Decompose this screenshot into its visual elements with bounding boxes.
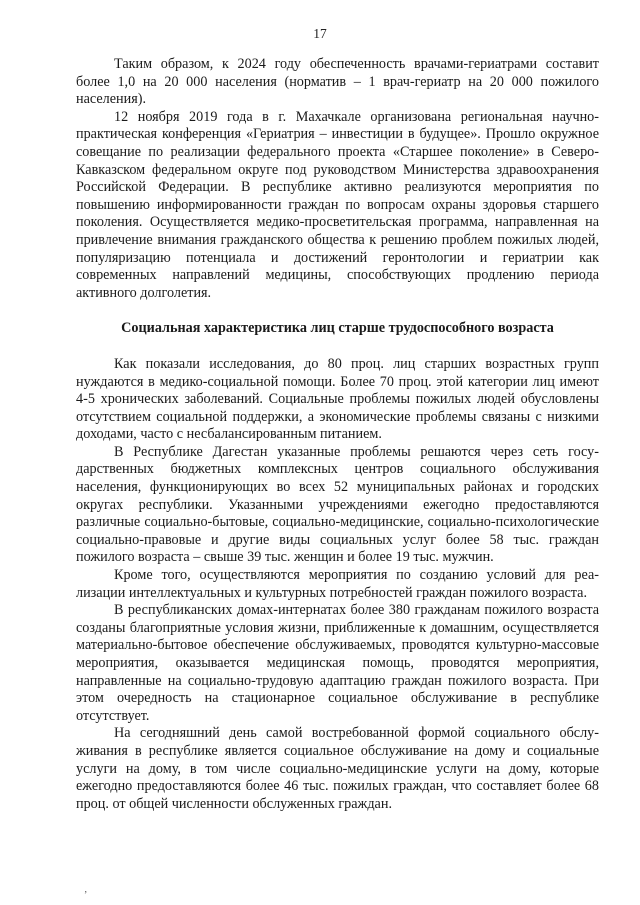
paragraph-home-services: На сегодняшний день самой востребованной формой социального обслуживания в республике является социальное обслуживание на дому и социальные услуги на дому, в том числе социально-медицинские услуги на дому, которые ежегодно предоставляются более 46 тыс. пожилых граждан, что составляет более 68 проц. от общей численности обслуженных граждан. [76, 725, 599, 812]
paragraph-boarding-homes: В республиканских домах-интернатах более 380 гражданам пожилого возраста созданы благоприятные условия жизни, приближенные к домашним, осуществляется материально-бытовое обеспечение обслуживаемых, проводятся культурно-массовые мероприятия, оказывается медицинская помощь, проводятся мероприятия, направленные на социально-трудовую адаптацию граждан пожилого возраста. При этом очередность на стационарное социальное обслуживание в республике отсутствует. [76, 602, 599, 724]
paragraph-conference: 12 ноября 2019 года в г. Махачкале организована региональная научно-практическая конференция «Гериатрия – инвестиции в будущее». Прошло окружное совещание по реализации федерального проекта «Старшее поколение» в Северо-Кавказском федеральном округе под руководством Министерства здравоохранения Российской Федерации. В республике активно реализуются мероприятия по повышению информированности граждан по вопросам охраны здоровья старшего поколения. Осуществляется медико-просветительская программа, направленная на привлечение внимания гражданского общества к решению проблем пожилых людей, популяризацию потенциала и достижений геронтологии и гериатрии как современных направлений медицины, способствующих продлению периода активного долголетия. [76, 108, 599, 301]
section-heading: Социальная характеристика лиц старше трудоспособного возраста [121, 320, 554, 337]
page-number: 17 [313, 26, 327, 41]
paragraph-cultural-needs: Кроме того, осуществляются мероприятия по созданию условий для реализации интеллектуальных и культурных потребностей граждан пожилого возраста. [76, 567, 599, 601]
paragraph-doctor-coverage: Таким образом, к 2024 году обеспеченность врачами-гериатрами составит более 1,0 на 20 000 населения (норматив – 1 врач-гериатр на 20 000 пожилого населения). [76, 56, 599, 108]
paragraph-research: Как показали исследования, до 80 проц. лиц старших возрастных групп нуждаются в медико-социальной помощи. Более 70 проц. этой категории лиц имеют 4-5 хронических заболеваний. Социальные проблемы пожилых людей обусловлены отсутствием социальной поддержки, а экономические проблемы связаны с низкими доходами, часто с несбалансированным питанием. [76, 355, 599, 443]
document-body [76, 56, 599, 813]
paragraph-service-centers: В Республике Дагестан указанные проблемы решаются через сеть государственных бюджетных комплексных центров социального обслуживания населения, функционирующих во всех 52 муниципальных районах и городских округах республики. Указанными учреждениями ежегодно предоставляются различные социально-бытовые, социально-медицинские, социально-психологические социально-правовые и другие виды социальных услуг более 58 тыс. граждан пожилого возраста – свыше 39 тыс. женщин и более 19 тыс. мужчин. [76, 443, 599, 566]
scan-edge-mark: ‚ [84, 884, 88, 895]
